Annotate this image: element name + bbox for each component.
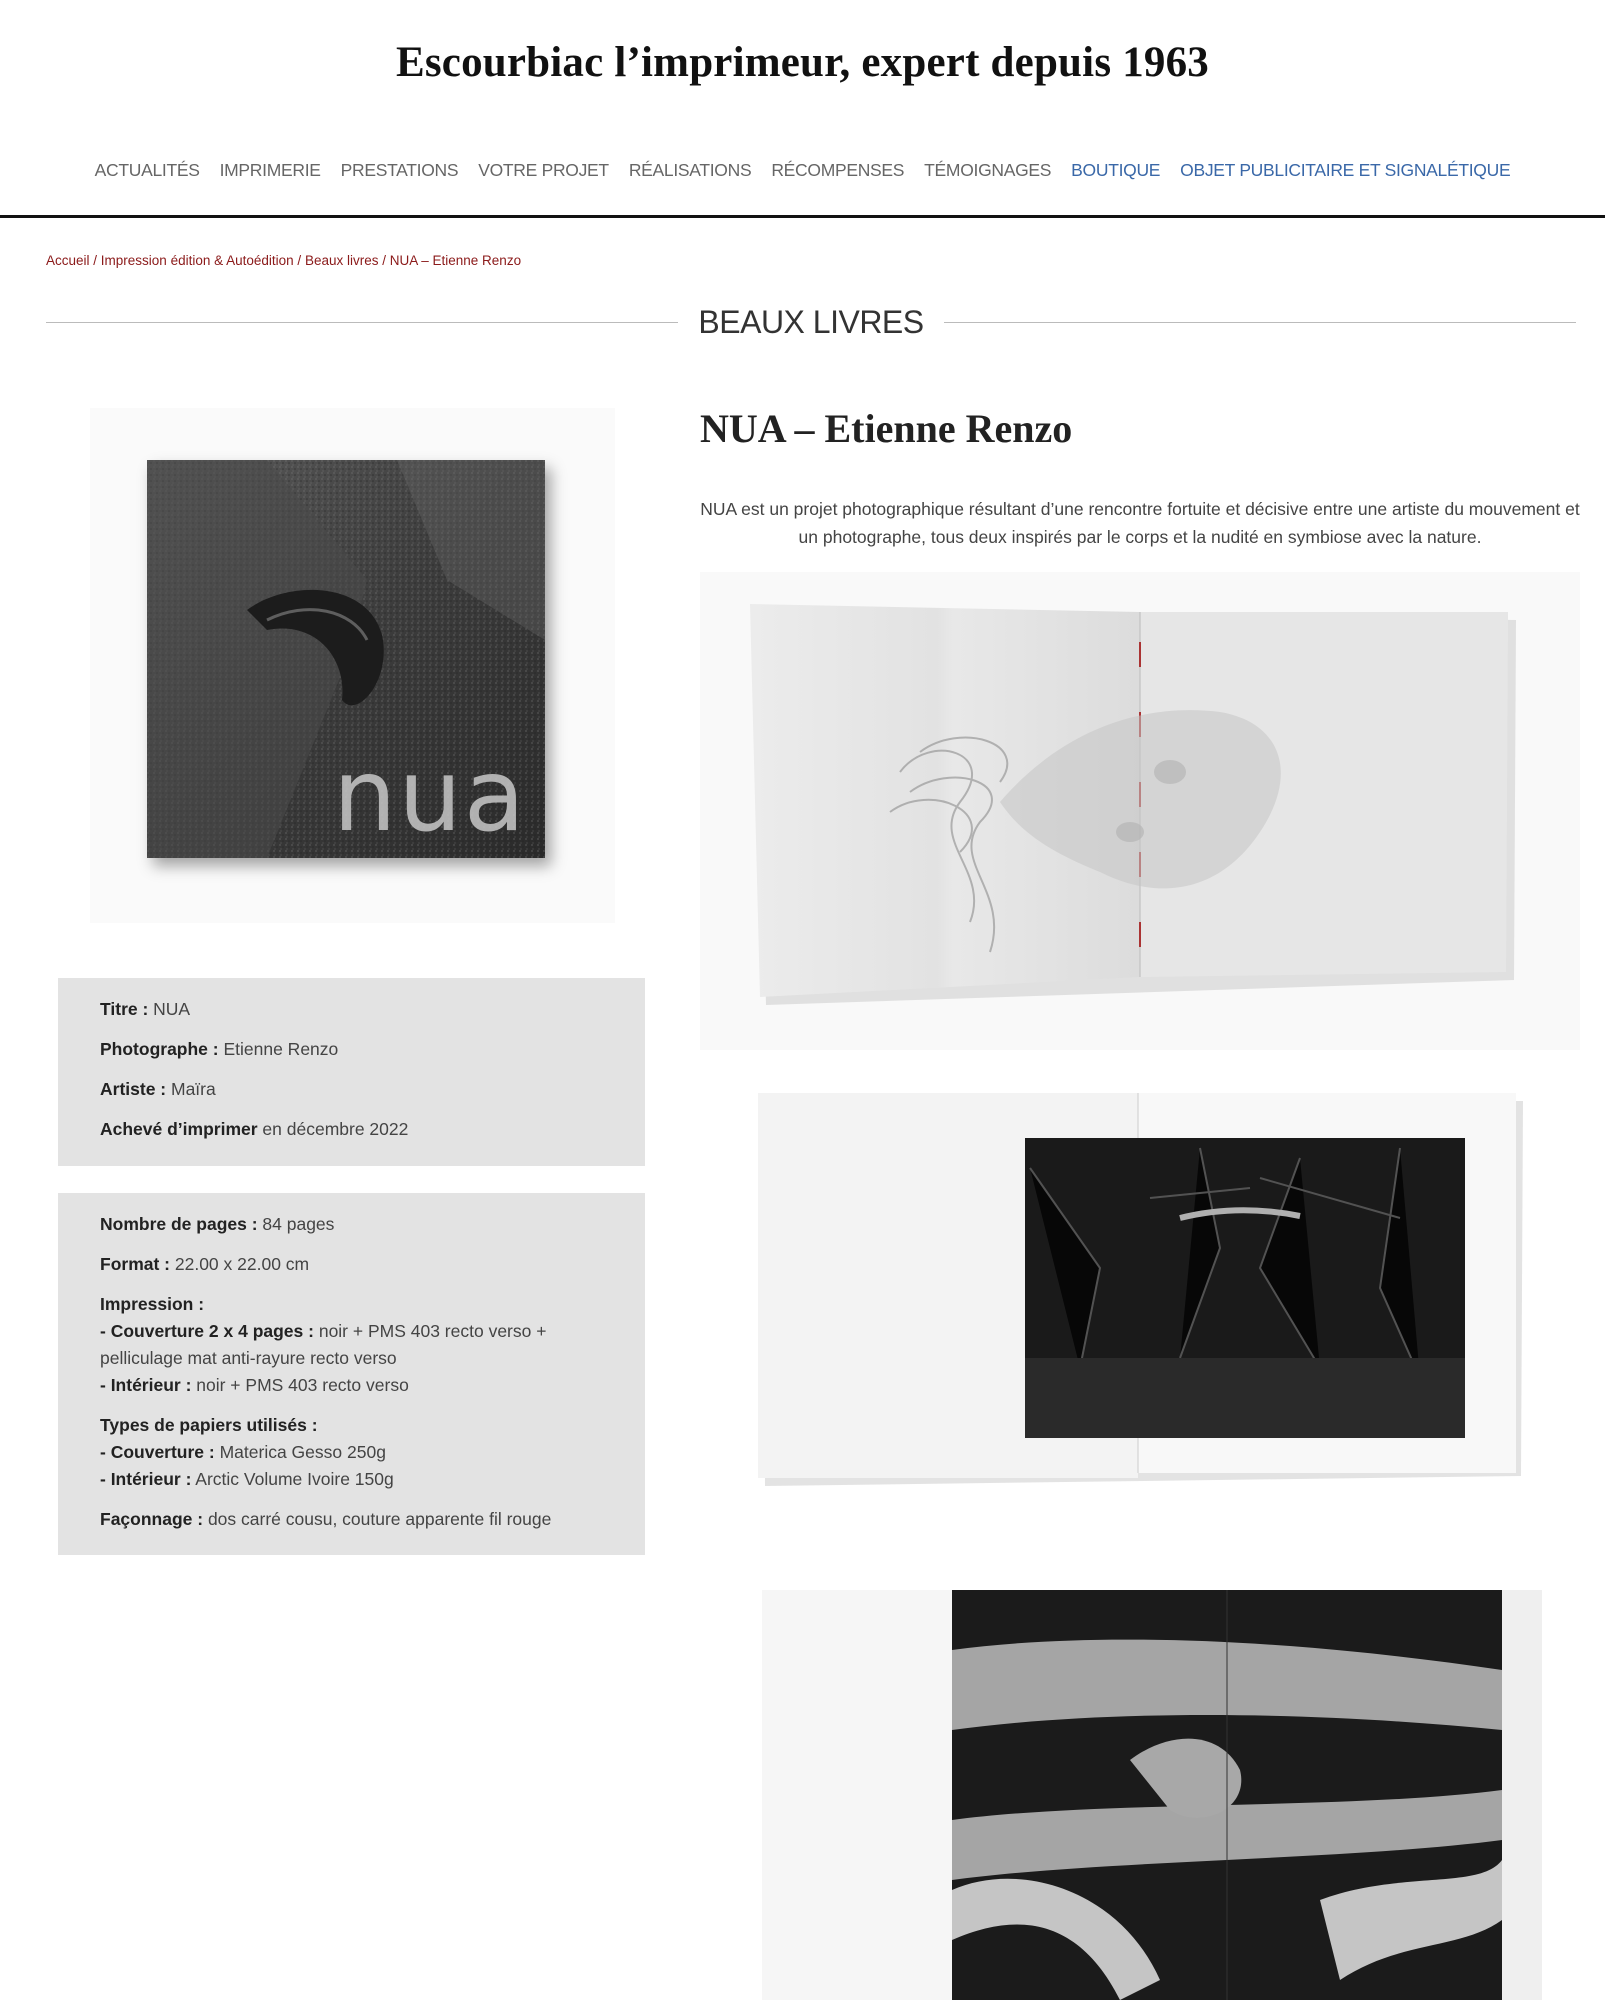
nav-item-imprimerie[interactable]: IMPRIMERIE [219, 160, 321, 180]
detail-acheve [100, 1116, 603, 1143]
nav-item-temoignages[interactable]: TÉMOIGNAGES [924, 160, 1052, 180]
detail-label: Façonnage : [100, 1509, 204, 1529]
book-spread-watercolor [700, 572, 1580, 1050]
site-title[interactable]: Escourbiac l’imprimeur, expert depuis 1963 [395, 39, 1210, 86]
detail-value: Arctic Volume Ivoire 150g [191, 1469, 394, 1489]
nav-item-objet-publicitaire[interactable]: OBJET PUBLICITAIRE ET SIGNALÉTIQUE [1180, 160, 1511, 180]
detail-value: NUA [148, 999, 191, 1019]
product-cover-container [90, 408, 615, 923]
detail-label: Titre : [100, 999, 149, 1019]
nav-item-realisations[interactable]: RÉALISATIONS [628, 160, 752, 180]
detail-label: - Intérieur : [100, 1469, 192, 1489]
detail-titre [100, 996, 603, 1023]
book-spread-forest [700, 1068, 1580, 1510]
section-title: BEAUX LIVRES [698, 303, 924, 340]
detail-format [100, 1251, 603, 1278]
gallery-image-2[interactable] [700, 1068, 1580, 1510]
breadcrumb-current: NUA – Etienne Renzo [389, 253, 522, 268]
details-box-general [58, 978, 645, 1166]
product-description: NUA est un projet photographique résultant d’une rencontre fortuite et décisive entre une artiste du mouvement et un photographe, tous deux inspirés par le corps et la nudité en symbiose avec la nature. [700, 499, 1580, 547]
product-cover-image[interactable] [147, 460, 545, 858]
nav-item-actualites[interactable]: ACTUALITÉS [94, 160, 200, 180]
detail-value: noir + PMS 403 recto verso + pelliculage mat anti-rayure recto verso [100, 1321, 547, 1368]
detail-label: Impression : [100, 1294, 205, 1314]
breadcrumb-home[interactable]: Accueil [46, 253, 90, 268]
detail-value: 22.00 x 22.00 cm [170, 1254, 310, 1274]
detail-label: Nombre de pages : [100, 1214, 258, 1234]
nav-item-boutique[interactable]: BOUTIQUE [1071, 160, 1161, 180]
breadcrumb [46, 253, 521, 268]
detail-value: Materica Gesso 250g [214, 1442, 386, 1462]
detail-photographe [100, 1036, 603, 1063]
detail-label: - Couverture : [100, 1442, 215, 1462]
detail-value: dos carré cousu, couture apparente fil rouge [203, 1509, 552, 1529]
nav-item-recompenses[interactable]: RÉCOMPENSES [771, 160, 905, 180]
detail-label: Achevé d’imprimer [100, 1119, 258, 1139]
detail-artiste [100, 1076, 603, 1103]
detail-label: Artiste : [100, 1079, 167, 1099]
gallery-image-1[interactable] [700, 572, 1580, 1050]
nav-item-prestations[interactable]: PRESTATIONS [340, 160, 459, 180]
detail-pages [100, 1211, 603, 1238]
detail-label: - Couverture 2 x 4 pages : [100, 1321, 314, 1341]
cover-title-text: nua [332, 737, 527, 854]
detail-label: - Intérieur : [100, 1375, 192, 1395]
breadcrumb-category[interactable]: Impression édition & Autoédition [100, 253, 294, 268]
nav-item-votre-projet[interactable]: VOTRE PROJET [478, 160, 609, 180]
detail-value: Maïra [166, 1079, 216, 1099]
gallery-image-3[interactable] [700, 1560, 1580, 2000]
details-box-technical [58, 1193, 645, 1555]
detail-label: Photographe : [100, 1039, 219, 1059]
detail-label: Types de papiers utilisés : [100, 1415, 318, 1435]
breadcrumb-separator: / [89, 253, 101, 268]
breadcrumb-subcategory[interactable]: Beaux livres [304, 253, 379, 268]
breadcrumb-separator: / [378, 253, 390, 268]
detail-value: Etienne Renzo [218, 1039, 339, 1059]
detail-value: 84 pages [257, 1214, 335, 1234]
nav-divider [0, 215, 1605, 218]
main-nav [0, 160, 1605, 181]
section-rule-left [46, 322, 678, 323]
section-rule-right [944, 322, 1576, 323]
section-header [46, 302, 1576, 342]
detail-label: Format : [100, 1254, 170, 1274]
product-title: NUA – Etienne Renzo [700, 406, 1073, 451]
book-spread-logs [700, 1560, 1580, 2000]
breadcrumb-separator: / [293, 253, 305, 268]
detail-value: noir + PMS 403 recto verso [191, 1375, 409, 1395]
detail-value: en décembre 2022 [257, 1119, 409, 1139]
detail-faconnage [100, 1506, 603, 1533]
detail-impression [100, 1291, 603, 1399]
detail-papiers [100, 1412, 603, 1493]
